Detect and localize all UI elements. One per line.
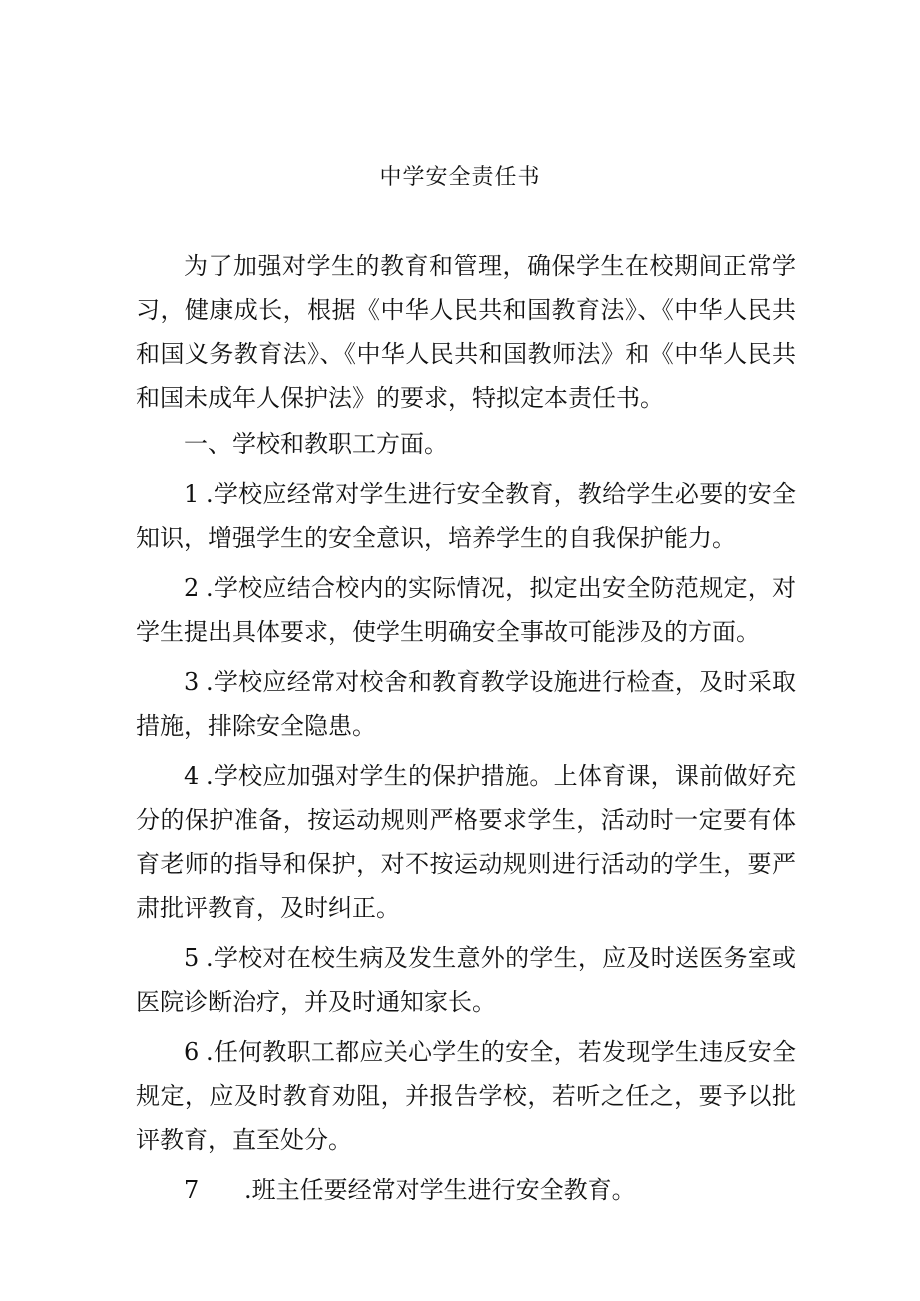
list-item <box>136 1030 796 1162</box>
document-title: 中学安全责任书 <box>379 165 541 190</box>
item-number: 7 <box>184 1176 200 1204</box>
item-text: .任何教职工都应关心学生的安全，若发现学生违反安全规定，应及时教育劝阻，并报告学校，若听之任之，要予以批评教育，直至处分。 <box>136 1038 796 1154</box>
list-item <box>136 1168 796 1212</box>
item-text: .学校应经常对学生进行安全教育，教给学生必要的安全知识，增强学生的安全意识，培养学生的自我保护能力。 <box>136 480 796 552</box>
item-number: 2 <box>184 574 200 602</box>
item-number: 1 <box>184 480 200 508</box>
item-text: .学校应结合校内的实际情况，拟定出安全防范规定，对学生提出具体要求，使学生明确安全事故可能涉及的方面。 <box>136 574 796 646</box>
item-text: .学校应加强对学生的保护措施。上体育课，课前做好充分的保护准备，按运动规则严格要求学生，活动时一定要有体育老师的指导和保护，对不按运动规则进行活动的学生，要严肃批评教育，及时纠正。 <box>136 762 796 922</box>
item-number: 6 <box>184 1038 200 1066</box>
item-number: 4 <box>184 762 200 790</box>
list-item <box>136 936 796 1024</box>
section-heading: 一、学校和教职工方面。 <box>184 430 448 458</box>
list-item <box>136 472 796 560</box>
item-text: .学校对在校生病及发生意外的学生，应及时送医务室或医院诊断治疗，并及时通知家长。 <box>136 944 796 1016</box>
list-item <box>136 754 796 930</box>
document-body <box>136 244 796 1218</box>
list-item <box>136 660 796 748</box>
list-item <box>136 566 796 654</box>
intro-paragraph: 为了加强对学生的教育和管理，确保学生在校期间正常学习，健康成长，根据《中华人民共和国教育法》、《中华人民共和国义务教育法》、《中华人民共和国教师法》和《中华人民共和国未成年人保护法》的要求，特拟定本责任书。 <box>136 252 796 412</box>
item-number: 3 <box>184 668 200 696</box>
item-number: 5 <box>184 944 200 972</box>
item-text: .班主任要经常对学生进行安全教育。 <box>244 1176 636 1204</box>
item-text: .学校应经常对校舍和教育教学设施进行检查，及时采取措施，排除安全隐患。 <box>136 668 796 740</box>
